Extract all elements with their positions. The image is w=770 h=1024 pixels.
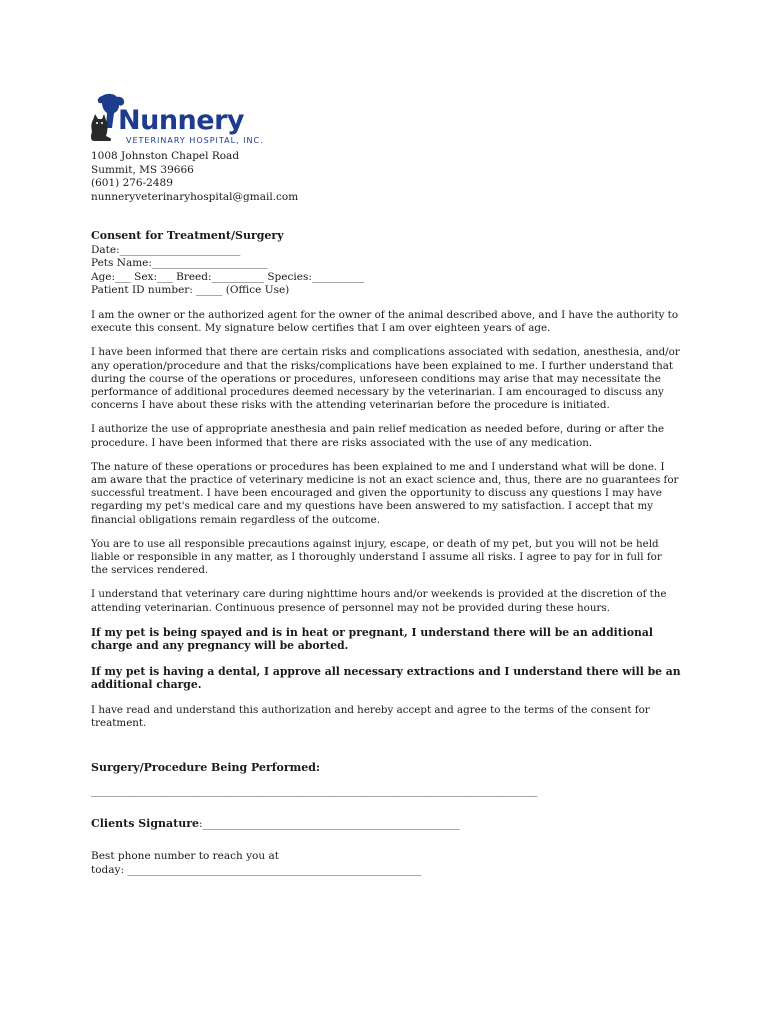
paragraph-agreement: I have read and understand this authorization and hereby accept and agree to the terms of the consent for treatment. — [91, 703, 650, 730]
date-field[interactable]: Date:_______________________ — [91, 243, 241, 256]
hospital-logo — [88, 92, 264, 152]
paragraph-after-hours: I understand that veterinary care during nighttime hours and/or weekends is provided at the discretion of the attending veterinarian. Continuous presence of personnel may not be provided during these hours. — [91, 588, 667, 614]
paragraph-spay-notice: If my pet is being spayed and is in heat or pregnant, I understand there will be an additional charge and any pregnancy will be aborted. — [91, 625, 653, 653]
consent-text — [91, 309, 681, 741]
form-title: Consent for Treatment/Surgery — [91, 229, 284, 242]
client-signature-section — [91, 817, 691, 832]
phone-section — [91, 850, 691, 877]
logo-name: Nunnery — [118, 105, 244, 136]
procedure-section — [91, 761, 691, 798]
logo-subtitle: VETERINARY HOSPITAL, INC. — [126, 136, 264, 145]
city-state-zip: Summit, MS 39666 — [91, 163, 194, 176]
paragraph-nature: The nature of these operations or procedures has been explained to me and I understand what will be done. I am aware that the practice of veterinary medicine is not an exact science and, thus, there are no guarantees for successful treatment. I have been encouraged and given the opportunity to discuss any questions I may have regarding my pet's medical care and my questions have been answered to my satisfaction. I accept that my financial obligations remain regardless of the outcome. — [91, 460, 679, 526]
patient-id-field[interactable]: Patient ID number: _____ (Office Use) — [91, 284, 290, 296]
email-address: nunneryveterinaryhospital@gmail.com — [91, 190, 299, 203]
procedure-label: Surgery/Procedure Being Performed: — [91, 761, 321, 774]
pet-details-field[interactable]: Age:___ Sex:___ Breed:__________ Species:__________ — [91, 270, 365, 283]
phone-number: (601) 276-2489 — [91, 177, 173, 189]
paragraph-risks: I have been informed that there are certain risks and complications associated with sedation, anesthesia, and/or any operation/procedure and that the risks/complications have been explained to me. I further understand that during the course of the operations or procedures, unforeseen conditions may arise that may necessitate the performance of additional procedures deemed necessary by the veterinarian. I am encouraged to discuss any concerns I have about these risks with the attending veterinarian before the procedure is initiated. — [91, 346, 680, 412]
phone-field[interactable]: today: ________________________________________________________ — [91, 863, 422, 876]
paragraph-anesthesia: I authorize the use of appropriate anesthesia and pain relief medication as needed before, during or after the procedure. I have been informed that there are risks associated with the use of any medication. — [91, 423, 665, 449]
address-block — [91, 150, 298, 204]
pet-name-field[interactable]: Pets Name:______________________ — [91, 257, 268, 269]
street-address: 1008 Johnston Chapel Road — [91, 150, 240, 162]
paragraph-authority: I am the owner or the authorized agent for the owner of the animal described above, and I have the authority to execute this consent. My signature below certifies that I am over eighteen years of age. — [91, 309, 679, 335]
phone-label: Best phone number to reach you at — [91, 850, 279, 862]
client-signature-field[interactable]: :_________________________________________________ — [199, 818, 460, 830]
paragraph-liability: You are to use all responsible precautions against injury, escape, or death of my pet, but you will not be held liable or responsible in any matter, as I thoroughly understand I assume all risks. I agree to pay for in full for the services rendered. — [91, 537, 662, 577]
paragraph-dental-notice: If my pet is having a dental, I approve all necessary extractions and I understand there will be an additional charge. — [91, 664, 681, 692]
procedure-field[interactable]: _____________________________________________________________________________________ — [91, 784, 538, 797]
patient-info-block — [91, 229, 364, 298]
client-signature-label: Clients Signature — [91, 817, 200, 830]
